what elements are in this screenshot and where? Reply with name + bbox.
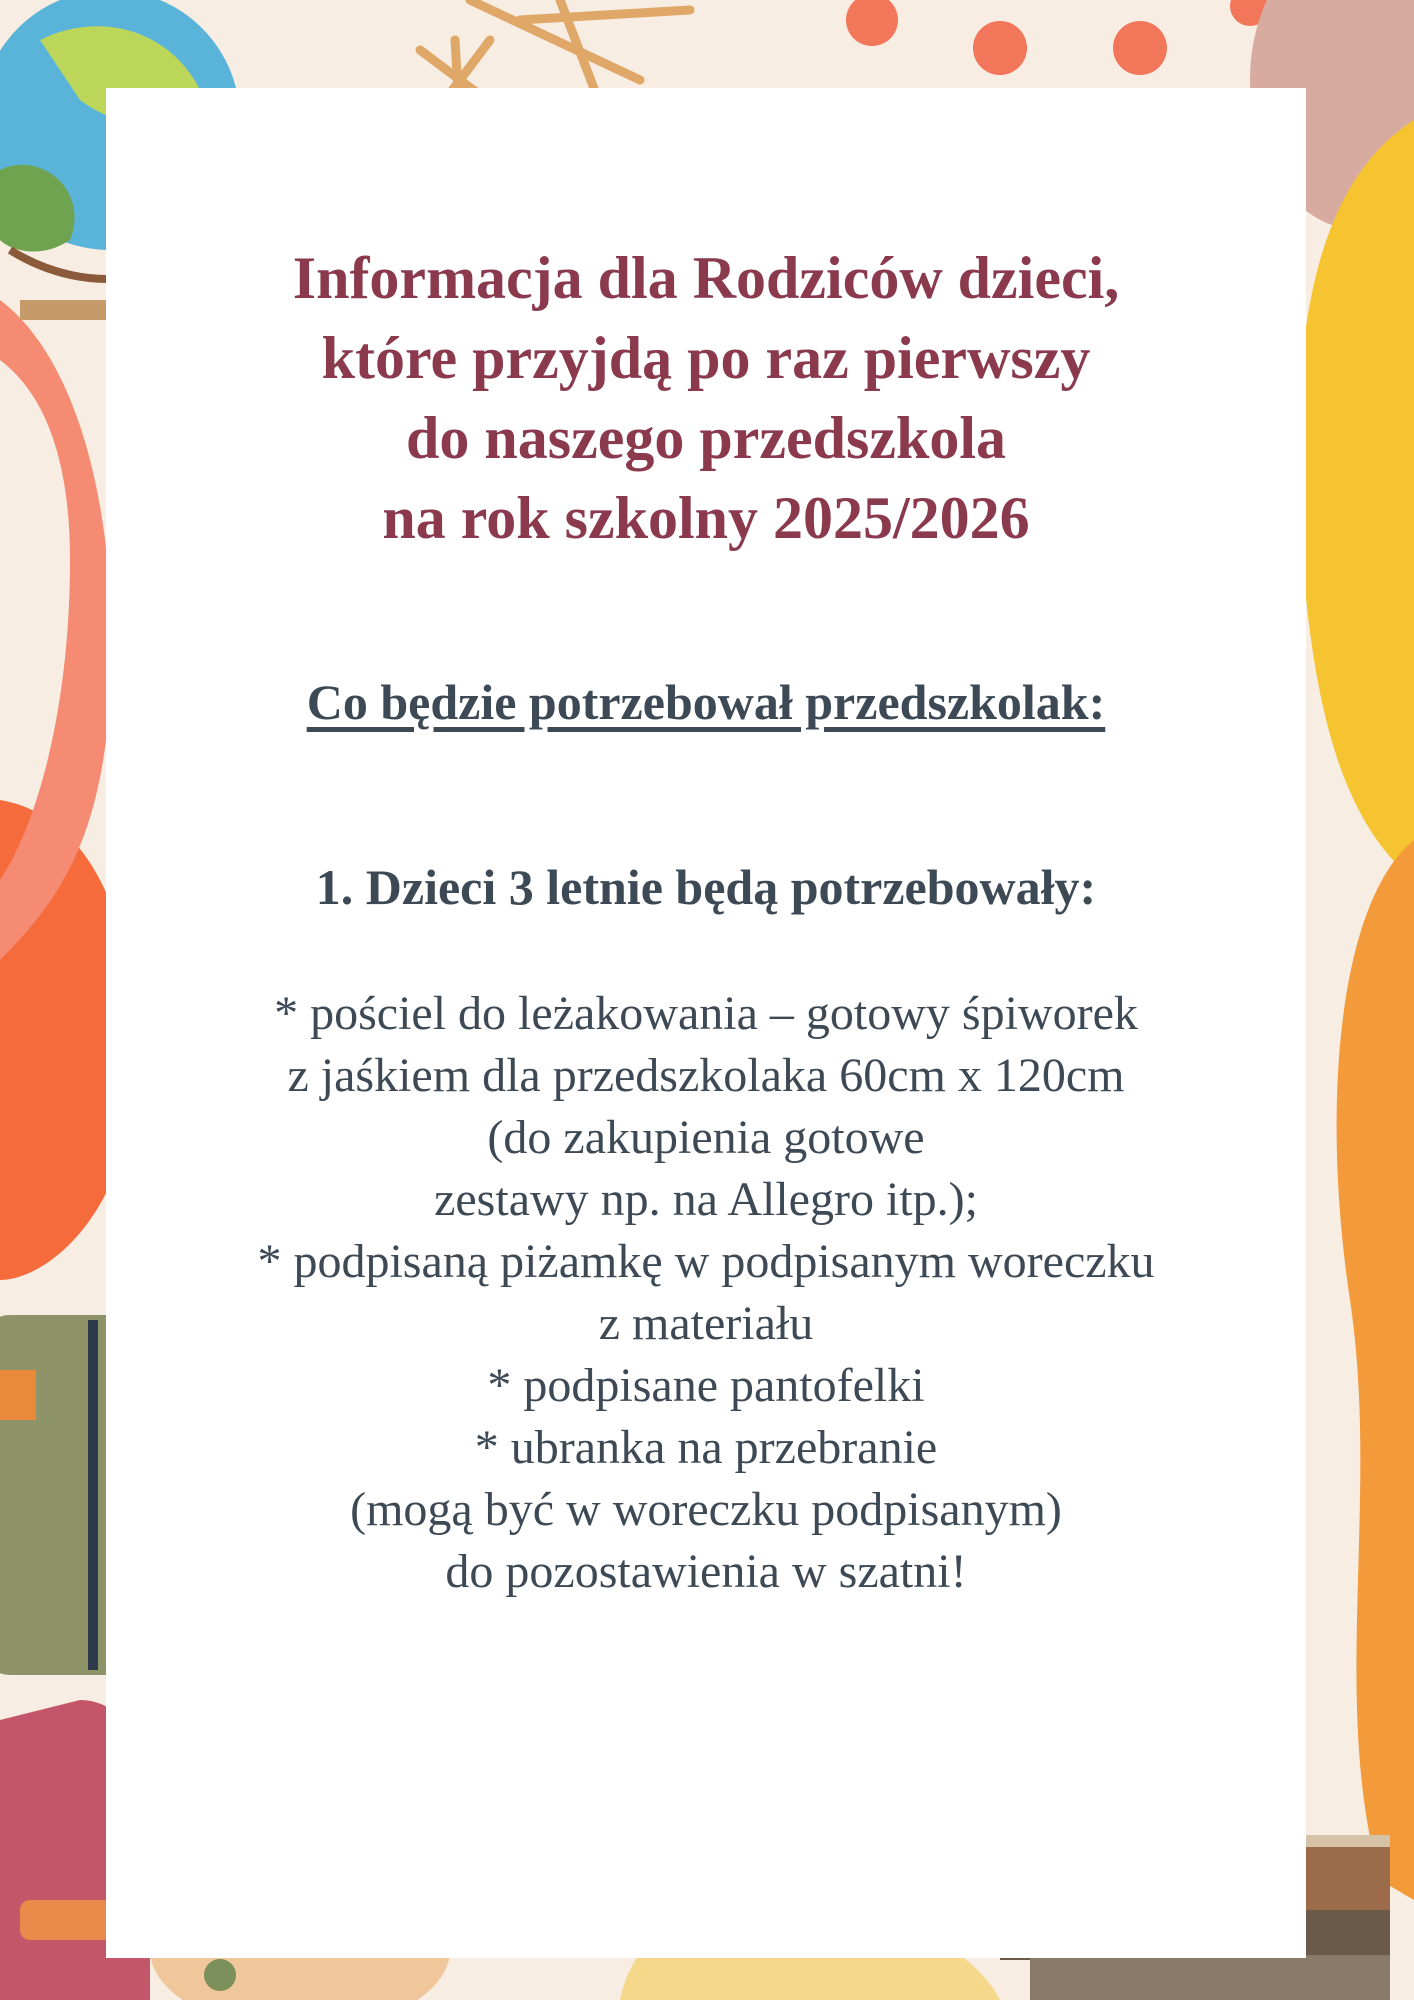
page-title [106,238,1306,558]
title-line: na rok szkolny 2025/2026 [382,485,1030,551]
document-content [106,88,1306,1958]
body-line: * podpisaną piżamkę w podpisanym woreczku [257,1235,1155,1288]
body-line: z materiału [598,1297,814,1350]
title-line: które przyjdą po raz pierwszy [321,325,1091,391]
body-line: (mogą być w woreczku podpisanym) [350,1483,1062,1536]
body-line: (do zakupienia gotowe [487,1111,925,1164]
body-line: * ubranka na przebranie [474,1421,938,1474]
body-line: z jaśkiem dla przedszkolaka 60cm x 120cm [287,1049,1125,1102]
section-heading: 1. Dzieci 3 letnie będą potrzebowały: [315,859,1097,915]
title-line: do naszego przedszkola [406,405,1006,471]
body-line: zestawy np. na Allegro itp.); [434,1173,978,1226]
body-line: * pościel do leżakowania – gotowy śpiworek [274,987,1138,1040]
title-line: Informacja dla Rodziców dzieci, [292,245,1120,311]
orange-dots [846,0,1270,75]
subheading: Co będzie potrzebował przedszkolak: [306,674,1106,730]
body-line: do pozostawienia w szatni! [445,1545,967,1598]
body-text [106,983,1306,1603]
body-line: * podpisane pantofelki [487,1359,925,1412]
